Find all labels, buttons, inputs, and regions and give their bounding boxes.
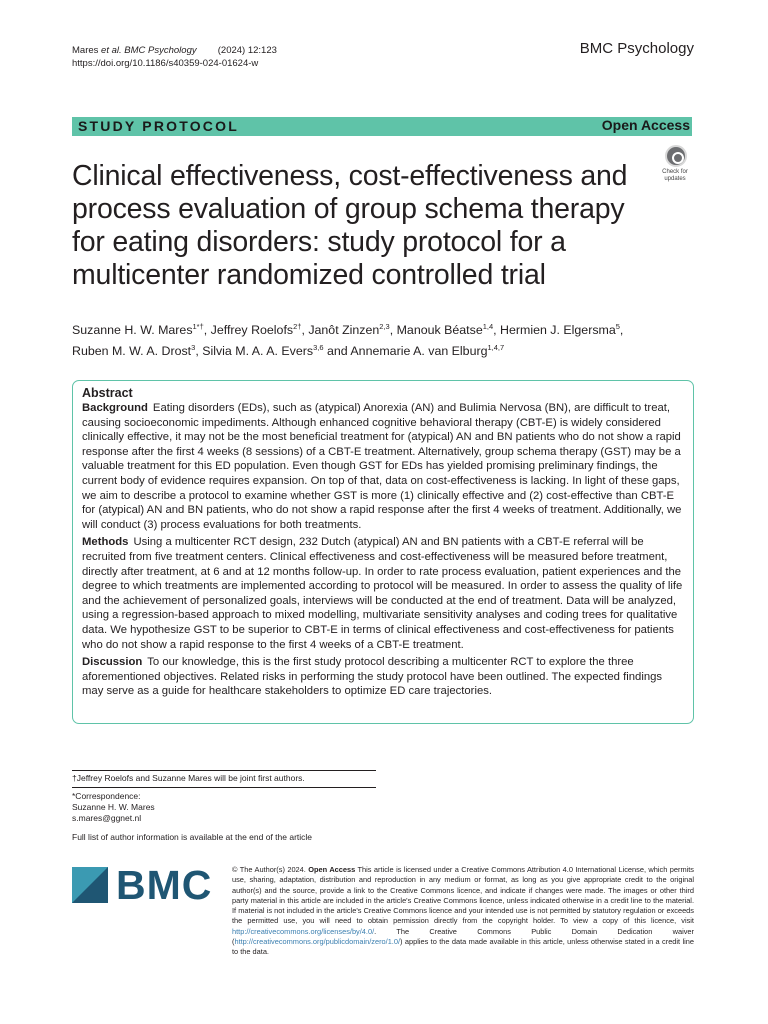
author-name[interactable]: Suzanne H. W. Mares bbox=[72, 323, 193, 338]
author-name[interactable]: Annemarie A. van Elburg bbox=[350, 344, 488, 359]
correspondence-block bbox=[72, 791, 155, 824]
author-affiliation: 1*† bbox=[192, 322, 204, 331]
author-list: Suzanne H. W. Mares$^{1*\dagger}$, Jeffrey Roelofs$^{2\dagger}$, Janôt Zinzen$^{2,3}$, Manouk Béatse$^{1,4}$, Hermien J. Elgersma$^5$, Ruben M. W. A. Drost$^3$, Silvia M. A. A. Evers$^{3,6}$ and Annemarie A. van Elburg$^{1,4,7}$ bbox=[72, 322, 624, 359]
citation-line bbox=[72, 44, 277, 57]
section-text: To our knowledge, this is the first study protocol describing a multicenter RCT to explore the three aforementioned objectives. Related risks in performing the study protocol have been outlined. The expected findings may serve as a guide for healthcare stakeholders to optimize ED care trajectories. bbox=[82, 656, 663, 698]
publisher-logo-text: BMC bbox=[116, 862, 213, 908]
open-access-label: Open Access bbox=[601, 117, 690, 133]
author-affiliation: 1,4,7 bbox=[487, 343, 505, 353]
article-title: Clinical effectiveness, cost-effectiveness and process evaluation of group schema therapy for eating disorders: study protocol for a multicenter randomized controlled trial bbox=[72, 160, 628, 291]
section-label: Methods bbox=[82, 536, 129, 549]
author-name[interactable]: Jeffrey Roelofs bbox=[210, 323, 294, 338]
footnote-divider bbox=[72, 770, 376, 771]
abstract-box bbox=[72, 380, 694, 724]
crossmark-icon bbox=[665, 145, 687, 167]
section-label: Background bbox=[82, 402, 148, 414]
check-for-updates-button[interactable] bbox=[656, 145, 694, 185]
correspondence-label: *Correspondence: bbox=[72, 791, 141, 801]
author-name[interactable]: Silvia M. A. A. Evers bbox=[202, 344, 314, 359]
author-name[interactable]: Janôt Zinzen bbox=[308, 323, 380, 338]
author-conjunction: and bbox=[326, 344, 348, 359]
abstract-heading: Abstract bbox=[82, 386, 133, 400]
journal-name: BMC Psychology bbox=[579, 40, 694, 57]
license-text: ) applies to the data made available in this article, unless otherwise stated in a credit line to the data. bbox=[232, 937, 694, 957]
author-info-note: Full list of author information is available at the end of the article bbox=[72, 832, 313, 842]
abstract-discussion bbox=[82, 655, 685, 699]
publisher-logo bbox=[72, 862, 217, 908]
author-name[interactable]: Hermien J. Elgersma bbox=[500, 323, 616, 338]
license-text: This article is licensed under a Creative Commons Attribution 4.0 International License, which permits use, sharing, adaptation, distribution and reproduction in any medium or format, as long as you give appropriate credit to the original author(s) and the source, provide a link to the Creative Commons licence, and indicate if changes were made. The images or other third party material in this article are included in the article's Creative Commons licence, unless indicated otherwise in a credit line to the material. If material is not included in the article's Creative Commons licence and your intended use is not permitted by statutory regulation or exceeds the permitted use, you will need to obtain permission directly from the copyright holder. To view a copy of this licence, visit bbox=[232, 865, 694, 926]
license-open-access: Open Access bbox=[308, 865, 356, 874]
waiver-link[interactable]: http://creativecommons.org/publicdomain/zero/1.0/ bbox=[234, 937, 401, 947]
joint-authorship-footnote: †Jeffrey Roelofs and Suzanne Mares will be joint first authors. bbox=[72, 773, 305, 783]
license-link[interactable]: http://creativecommons.org/licenses/by/4.0/ bbox=[232, 926, 375, 936]
citation-year: (2024) 12:123 bbox=[217, 45, 277, 56]
correspondence-email[interactable]: s.mares@ggnet.nl bbox=[72, 813, 142, 823]
license-text: . The Creative Commons Public Domain Dedication waiver ( bbox=[232, 926, 694, 947]
author-affiliation: 2,3 bbox=[379, 322, 390, 331]
citation-authors: Mares bbox=[72, 45, 102, 56]
correspondence-name: Suzanne H. W. Mares bbox=[72, 802, 155, 812]
author-name[interactable]: Ruben M. W. A. Drost bbox=[72, 344, 192, 359]
author-name[interactable]: Manouk Béatse bbox=[396, 323, 483, 338]
correspondence-divider bbox=[72, 787, 376, 788]
citation-header bbox=[72, 44, 277, 70]
section-text: Eating disorders (EDs), such as (atypical) Anorexia (AN) and Bulimia Nervosa (BN), are difficult to treat, causing socioeconomic impediments. Although enhanced cognitive behavioral therapy (CBT-E) is widely considered clinically effective, it may not be the most beneficial treatment for (atypical) AN and BN patients who do not show a rapid response after the first 4 weeks (8 sessions) of a CBT-E treatment. Alternatively, group schema therapy (GST) may be a valuable treatment for this ED population. Even though GST for EDs has yielded promising preliminary findings, the current body of evidence requires expansion. On top of that, data on cost-effectiveness is lacking. In light of these gaps, we aim to describe a protocol to examine whether GST is more (1) clinically effective and (2) cost-effective than CBT-E for (atypical) AN and BN patients, who do not show a rapid response after the first 4 weeks of treatment. Additionally, we will conduct (3) process evaluations for both treatments. bbox=[82, 402, 682, 531]
article-type-label: STUDY PROTOCOL bbox=[78, 118, 239, 134]
doi-link[interactable]: https://doi.org/10.1186/s40359-024-01624-w bbox=[72, 58, 259, 69]
license-statement bbox=[232, 865, 694, 958]
copyright-text: © The Author(s) 2024. bbox=[232, 865, 306, 874]
author-affiliation: 2† bbox=[293, 322, 302, 331]
section-label: Discussion bbox=[82, 656, 143, 669]
author-affiliation: 3,6 bbox=[313, 343, 324, 353]
author-affiliation: 5 bbox=[615, 322, 620, 331]
article-type-banner bbox=[72, 117, 692, 136]
bmc-logo-icon bbox=[72, 867, 108, 903]
section-text: Using a multicenter RCT design, 232 Dutch (atypical) AN and BN patients with a CBT-E referral will be recruited from five treatment centers. Clinical effectiveness and cost-effectiveness will be measured before treatment, directly after treatment, at 6 and at 12 months follow-up. In order to rate process evaluation, patient experiences and the degree to which treatments are implemented according to protocol will be measured. In order to assess the quality of life and the achievement of personalized goals, interviews will be conducted at the end of treatment. Data will be analyzed, using a regression-based approach to mixed modelling, multivariate sensitivity analyses and coding trees for qualitative data. We hypothesize GST to be superior to CBT-E in terms of clinical effectiveness and cost-effectiveness for patients who do not show a rapid response to the first 4 weeks of a CBT-E treatment. bbox=[82, 536, 683, 651]
author-affiliation: 3 bbox=[191, 343, 196, 353]
author-affiliation: 1,4 bbox=[482, 322, 494, 331]
check-for-updates-label: Check for updates bbox=[662, 169, 688, 182]
abstract-methods bbox=[82, 535, 685, 652]
abstract-background bbox=[82, 401, 685, 532]
citation-journal: et al. BMC Psychology bbox=[101, 45, 197, 56]
